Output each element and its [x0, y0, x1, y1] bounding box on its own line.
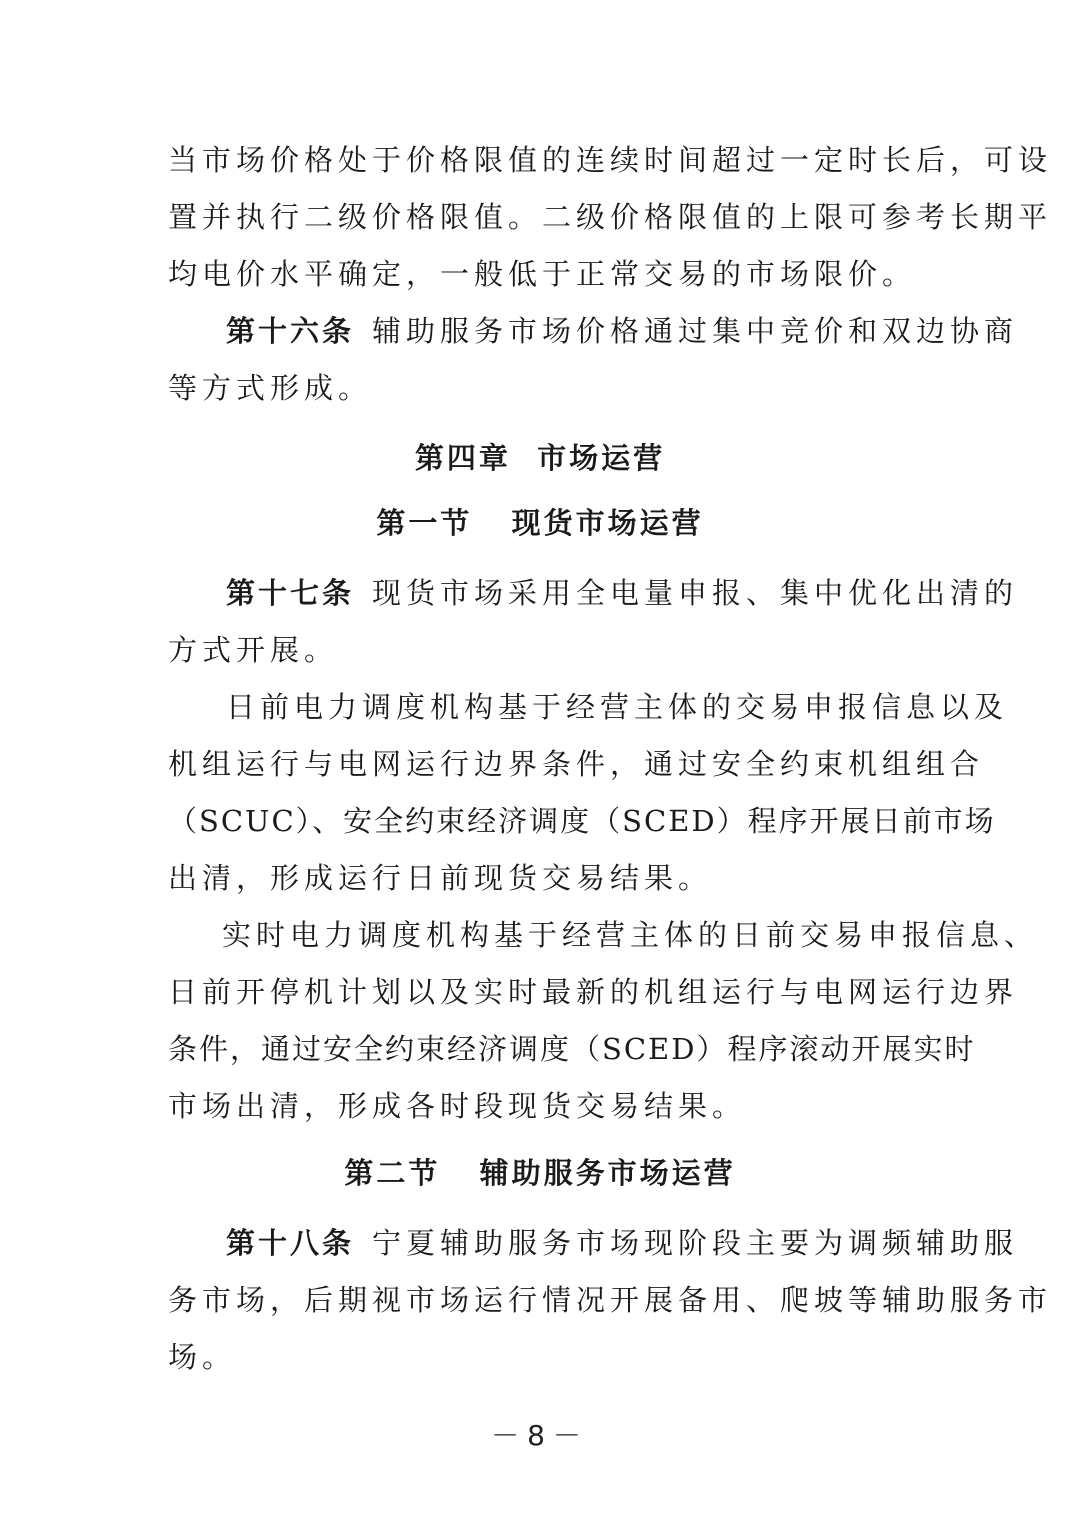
- article-text: 现货市场采用全电量申报、集中优化出清的: [372, 576, 1019, 610]
- paragraph-line: 日前开停机计划以及实时最新的机组运行与电网运行边界: [168, 975, 1019, 1009]
- paragraph-line: 实时电力调度机构基于经营主体的日前交易申报信息、: [222, 918, 1039, 952]
- paragraph-line: 市场出清，形成各时段现货交易结果。: [168, 1089, 747, 1123]
- paragraph-line: 场。: [168, 1340, 237, 1374]
- paragraph-line: 机组运行与电网运行边界条件，通过安全约束机组组合: [168, 747, 985, 781]
- paragraph-line: 出清，形成运行日前现货交易结果。: [168, 861, 713, 895]
- paragraph-line: 方式开展。: [168, 633, 339, 667]
- page-number: －8－: [491, 1419, 589, 1452]
- article-18: [226, 1223, 1019, 1263]
- section-heading: 第二节 辅助服务市场运营: [344, 1156, 736, 1190]
- paragraph-line: 务市场，后期视市场运行情况开展备用、爬坡等辅助服务市: [168, 1283, 1053, 1317]
- article-text: 辅助服务市场价格通过集中竞价和双边协商: [372, 314, 1019, 348]
- section-heading: 第一节 现货市场运营: [376, 506, 704, 540]
- paragraph-line: 置并执行二级价格限值。二级价格限值的上限可参考长期平: [168, 200, 1053, 234]
- article-16: [226, 311, 1019, 351]
- article-label: 第十六条: [226, 314, 355, 348]
- article-17: [226, 573, 1019, 613]
- chapter-heading: 第四章 市场运营: [414, 441, 666, 475]
- paragraph-line: 日前电力调度机构基于经营主体的交易申报信息以及: [226, 690, 1009, 724]
- paragraph-line: 等方式形成。: [168, 371, 373, 405]
- paragraph-line: （SCUC）、安全约束经济调度（SCED）程序开展日前市场: [168, 804, 996, 838]
- paragraph-line: 条件，通过安全约束经济调度（SCED）程序滚动开展实时: [168, 1032, 976, 1066]
- article-label: 第十八条: [226, 1226, 355, 1260]
- article-label: 第十七条: [226, 576, 355, 610]
- paragraph-line: 当市场价格处于价格限值的连续时间超过一定时长后，可设: [168, 143, 1053, 177]
- article-text: 宁夏辅助服务市场现阶段主要为调频辅助服: [372, 1226, 1019, 1260]
- paragraph-line: 均电价水平确定，一般低于正常交易的市场限价。: [168, 257, 917, 291]
